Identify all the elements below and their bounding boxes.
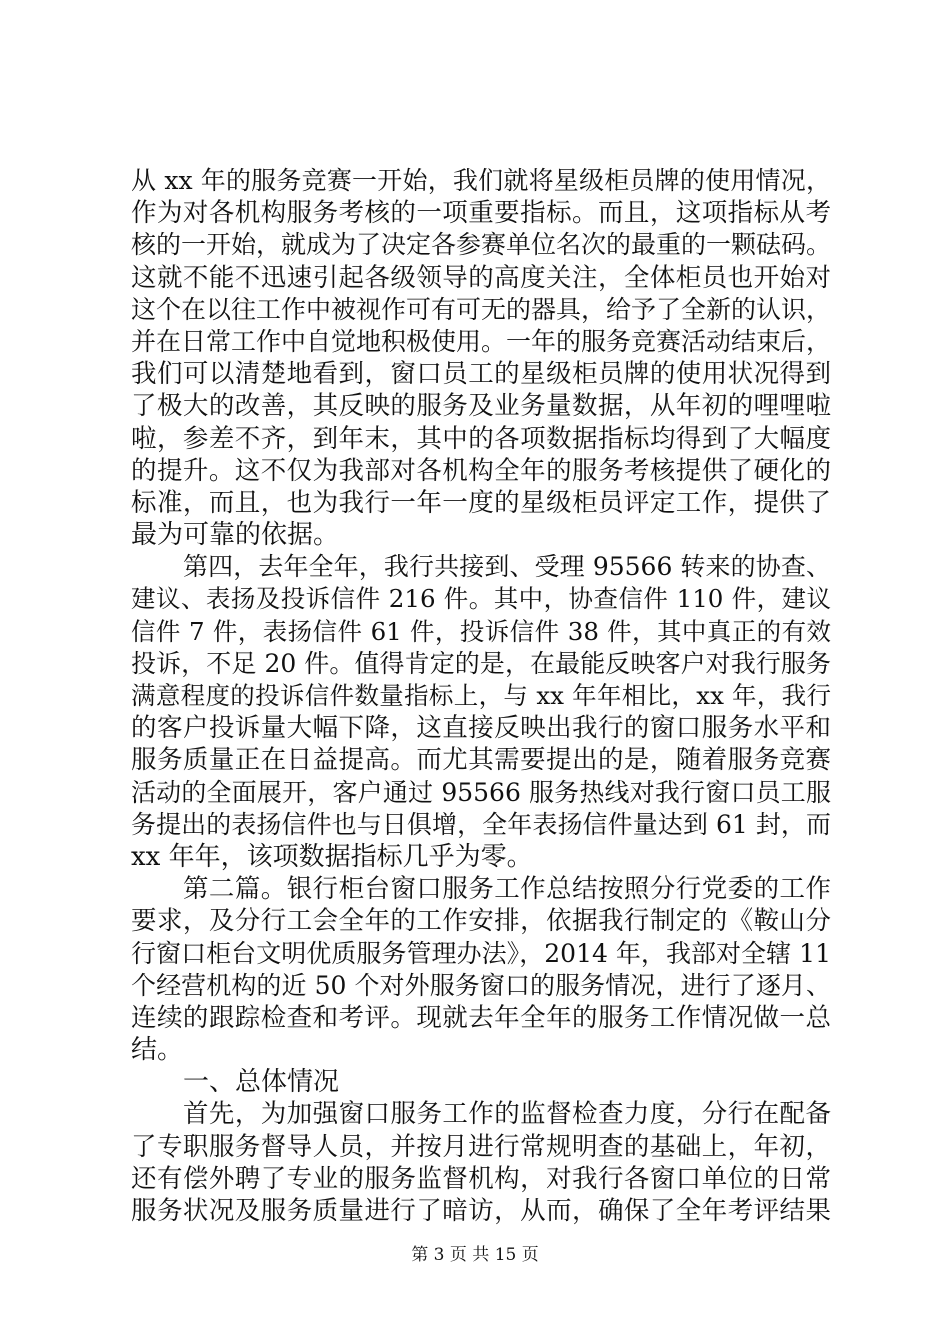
text-line: 作为对各机构服务考核的一项重要指标。而且，这项指标从考 <box>131 198 831 229</box>
page-footer: 第 3 页 共 15 页 <box>411 1245 539 1265</box>
text-line: 从 xx 年的服务竞赛一开始，我们就将星级柜员牌的使用情况， <box>131 166 831 195</box>
text-line: 我们可以清楚地看到，窗口员工的星级柜员牌的使用状况得到 <box>131 359 831 390</box>
text-line: 服务状况及服务质量进行了暗访，从而，确保了全年考评结果 <box>131 1196 831 1226</box>
text-line: 服务质量正在日益提高。而尤其需要提出的是，随着服务竞赛 <box>131 745 831 776</box>
text-line: 第二篇。银行柜台窗口服务工作总结按照分行党委的工作 <box>183 874 831 905</box>
text-line: 建议、表扬及投诉信件 216 件。其中，协查信件 110 件，建议 <box>131 584 831 614</box>
text-line: 核的一开始，就成为了决定各参赛单位名次的最重的一颗砝码。 <box>131 230 832 260</box>
text-line: 满意程度的投诉信件数量指标上，与 xx 年年相比，xx 年，我行 <box>131 681 831 710</box>
text-line: 第四，去年全年，我行共接到、受理 95566 转来的协查、 <box>183 552 831 582</box>
text-line: 一、总体情况 <box>183 1067 340 1098</box>
text-line: xx 年年，该项数据指标几乎为零。 <box>131 841 533 872</box>
text-line: 了极大的改善，其反映的服务及业务量数据，从年初的哩哩啦 <box>131 391 831 422</box>
text-line: 最为可靠的依据。 <box>131 520 340 551</box>
text-line: 标准，而且，也为我行一年一度的星级柜员评定工作，提供了 <box>131 487 831 518</box>
text-line: 了专职服务督导人员，并按月进行常规明查的基础上，年初， <box>131 1131 831 1162</box>
text-line: 连续的跟踪检查和考评。现就去年全年的服务工作情况做一总 <box>131 1002 831 1033</box>
text-line: 还有偿外聘了专业的服务监督机构，对我行各窗口单位的日常 <box>131 1163 831 1194</box>
text-line: 这个在以往工作中被视作可有可无的器具，给予了全新的认识， <box>131 294 832 324</box>
text-line: 活动的全面展开，客户通过 95566 服务热线对我行窗口员工服 <box>131 777 831 807</box>
text-line: 首先，为加强窗口服务工作的监督检查力度，分行在配备 <box>183 1099 831 1130</box>
text-line: 的提升。这不仅为我部对各机构全年的服务考核提供了硬化的 <box>131 455 831 486</box>
text-line: 要求，及分行工会全年的工作安排，依据我行制定的《鞍山分 <box>131 906 831 937</box>
text-line: 务提出的表扬信件也与日俱增，全年表扬信件量达到 61 封，而 <box>131 809 831 839</box>
text-line: 个经营机构的近 50 个对外服务窗口的服务情况，进行了逐月、 <box>131 970 831 1000</box>
document-body <box>131 165 831 1227</box>
text-line: 结。 <box>131 1035 184 1066</box>
text-line: 并在日常工作中自觉地积极使用。一年的服务竞赛活动结束后， <box>131 326 832 356</box>
text-line: 啦，参差不齐，到年末，其中的各项数据指标均得到了大幅度 <box>131 423 831 454</box>
text-line: 信件 7 件，表扬信件 61 件，投诉信件 38 件，其中真正的有效 <box>131 616 831 646</box>
text-line: 行窗口柜台文明优质服务管理办法》，2014 年，我部对全辖 11 <box>131 938 831 968</box>
text-line: 的客户投诉量大幅下降，这直接反映出我行的窗口服务水平和 <box>131 713 831 744</box>
text-line: 这就不能不迅速引起各级领导的高度关注，全体柜员也开始对 <box>131 262 831 293</box>
text-line: 投诉，不足 20 件。值得肯定的是，在最能反映客户对我行服务 <box>131 648 831 678</box>
